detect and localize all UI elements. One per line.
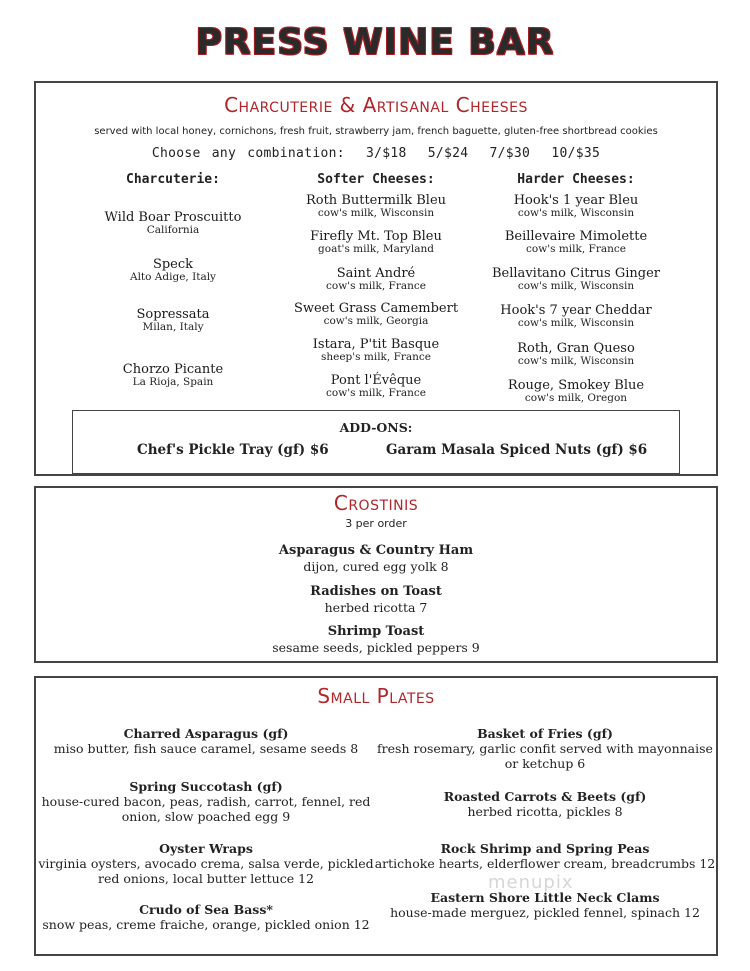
menu-item	[286, 229, 466, 255]
item-name: Roasted Carrots & Beets (gf)	[443, 789, 647, 804]
charcuterie-title: Charcuterie & Artisanal Cheeses	[224, 93, 528, 117]
charcuterie-subtitle: served with local honey, cornichons, fresh fruit, strawberry jam, french baguette, gluten-free shortbread cookies	[94, 126, 658, 137]
item-name: Hook's 7 year Cheddar	[500, 303, 652, 318]
combination-price: 3/$18	[365, 146, 407, 161]
small-plates-title: Small Plates	[317, 684, 435, 708]
item-description: herbed ricotta 7	[324, 600, 428, 615]
menu-item	[286, 301, 466, 327]
menu-item	[36, 902, 376, 932]
addon-item: Garam Masala Spiced Nuts (gf) $6	[386, 442, 648, 458]
item-origin: La Rioja, Spain	[132, 376, 214, 388]
column-header: Harder Cheeses:	[517, 172, 635, 187]
item-description: virginia oysters, avocado crema, salsa verde, pickled red onions, local butter lettuce 12	[38, 856, 374, 886]
menu-item	[286, 193, 466, 219]
menu-item	[372, 789, 718, 819]
item-description: house-made merguez, pickled fennel, spinach 12	[390, 905, 700, 920]
menu-item	[372, 726, 718, 771]
item-origin: sheep's milk, France	[320, 351, 432, 363]
item-name: Shrimp Toast	[327, 624, 425, 639]
menu-item	[286, 373, 466, 399]
item-origin: cow's milk, France	[326, 387, 426, 399]
softer-cheeses-column	[286, 172, 466, 188]
menu-item	[486, 378, 666, 404]
menu-item	[486, 193, 666, 219]
menu-item	[486, 266, 666, 292]
item-name: Istara, P'tit Basque	[312, 337, 440, 352]
item-description: fresh rosemary, garlic confit served with mayonnaise or ketchup 6	[377, 741, 713, 771]
item-name: Beillevaire Mimolette	[504, 229, 648, 244]
item-name: Eastern Shore Little Neck Clams	[430, 890, 660, 905]
menu-item	[36, 726, 376, 756]
menu-item	[286, 337, 466, 363]
column-header: Softer Cheeses:	[317, 172, 435, 187]
item-name: Chorzo Picante	[122, 362, 224, 377]
item-description: snow peas, creme fraiche, orange, pickled onion 12	[42, 917, 370, 932]
item-description: miso butter, fish sauce caramel, sesame seeds 8	[53, 741, 359, 756]
item-name: Oyster Wraps	[159, 841, 253, 856]
menu-item	[486, 303, 666, 329]
item-origin: Alto Adige, Italy	[129, 271, 216, 283]
menu-item	[82, 210, 264, 236]
menu-item	[286, 266, 466, 292]
addons-header: ADD-ONS:	[339, 420, 413, 435]
item-origin: cow's milk, Wisconsin	[517, 207, 635, 219]
item-name: Rouge, Smokey Blue	[507, 378, 645, 393]
combination-price: 7/$30	[489, 146, 531, 161]
small-plates-section	[34, 676, 718, 956]
item-origin: cow's milk, France	[526, 243, 626, 255]
combination-line	[36, 146, 716, 162]
addons-box	[72, 410, 680, 474]
menu-item	[372, 890, 718, 920]
combination-label: Choose any combination:	[151, 146, 345, 161]
charcuterie-column	[82, 172, 264, 188]
menu-item	[486, 229, 666, 255]
combination-price: 5/$24	[427, 146, 469, 161]
item-name: Hook's 1 year Bleu	[513, 193, 639, 208]
item-name: Roth, Gran Queso	[517, 341, 635, 356]
menu-item	[36, 841, 376, 886]
item-name: Wild Boar Proscuitto	[104, 210, 242, 225]
menu-item	[372, 841, 718, 871]
menu-item	[36, 584, 716, 615]
combination-price: 10/$35	[551, 146, 601, 161]
item-name: Saint André	[336, 266, 416, 281]
addon-item: Chef's Pickle Tray (gf) $6	[137, 442, 329, 458]
item-description: house-cured bacon, peas, radish, carrot, fennel, red onion, slow poached egg 9	[41, 794, 371, 824]
item-name: Sopressata	[136, 307, 210, 322]
item-origin: Milan, Italy	[142, 321, 204, 333]
item-name: Radishes on Toast	[310, 584, 442, 599]
charcuterie-section	[34, 81, 718, 476]
watermark: menupix	[488, 872, 574, 893]
item-origin: cow's milk, Wisconsin	[317, 207, 435, 219]
menu-item	[36, 543, 716, 574]
item-origin: California	[146, 224, 200, 236]
item-name: Firefly Mt. Top Bleu	[310, 229, 442, 244]
item-origin: cow's milk, Wisconsin	[517, 317, 635, 329]
item-origin: cow's milk, Wisconsin	[517, 280, 635, 292]
item-name: Charred Asparagus (gf)	[123, 726, 289, 741]
item-name: Spring Succotash (gf)	[129, 779, 283, 794]
item-name: Roth Buttermilk Bleu	[305, 193, 447, 208]
crostinis-section	[34, 486, 718, 663]
item-name: Sweet Grass Camembert	[293, 301, 459, 316]
page-title: PRESS WINE BAR	[195, 22, 555, 63]
item-name: Speck	[152, 257, 194, 272]
crostinis-subtitle: 3 per order	[345, 517, 407, 530]
item-description: dijon, cured egg yolk 8	[303, 559, 449, 574]
item-name: Rock Shrimp and Spring Peas	[440, 841, 650, 856]
item-origin: cow's milk, Oregon	[524, 392, 628, 404]
menu-item	[36, 624, 716, 655]
item-origin: cow's milk, Georgia	[323, 315, 429, 327]
item-name: Pont l'Évêque	[330, 373, 422, 388]
item-name: Asparagus & Country Ham	[278, 543, 474, 558]
menu-item	[486, 341, 666, 367]
menu-item	[36, 779, 376, 824]
item-origin: cow's milk, Wisconsin	[517, 355, 635, 367]
item-description: artichoke hearts, elderflower cream, breadcrumbs 12	[374, 856, 716, 871]
item-description: sesame seeds, pickled peppers 9	[272, 640, 480, 655]
menu-item	[82, 362, 264, 388]
crostinis-title: Crostinis	[333, 491, 419, 515]
item-name: Crudo of Sea Bass*	[139, 902, 273, 917]
item-name: Bellavitano Citrus Ginger	[492, 266, 660, 281]
item-origin: cow's milk, France	[326, 280, 426, 292]
item-name: Basket of Fries (gf)	[477, 726, 613, 741]
menu-item	[82, 257, 264, 283]
menu-item	[82, 307, 264, 333]
item-description: herbed ricotta, pickles 8	[467, 804, 623, 819]
harder-cheeses-column	[486, 172, 666, 188]
item-origin: goat's milk, Maryland	[318, 243, 434, 255]
column-header: Charcuterie:	[126, 172, 220, 187]
